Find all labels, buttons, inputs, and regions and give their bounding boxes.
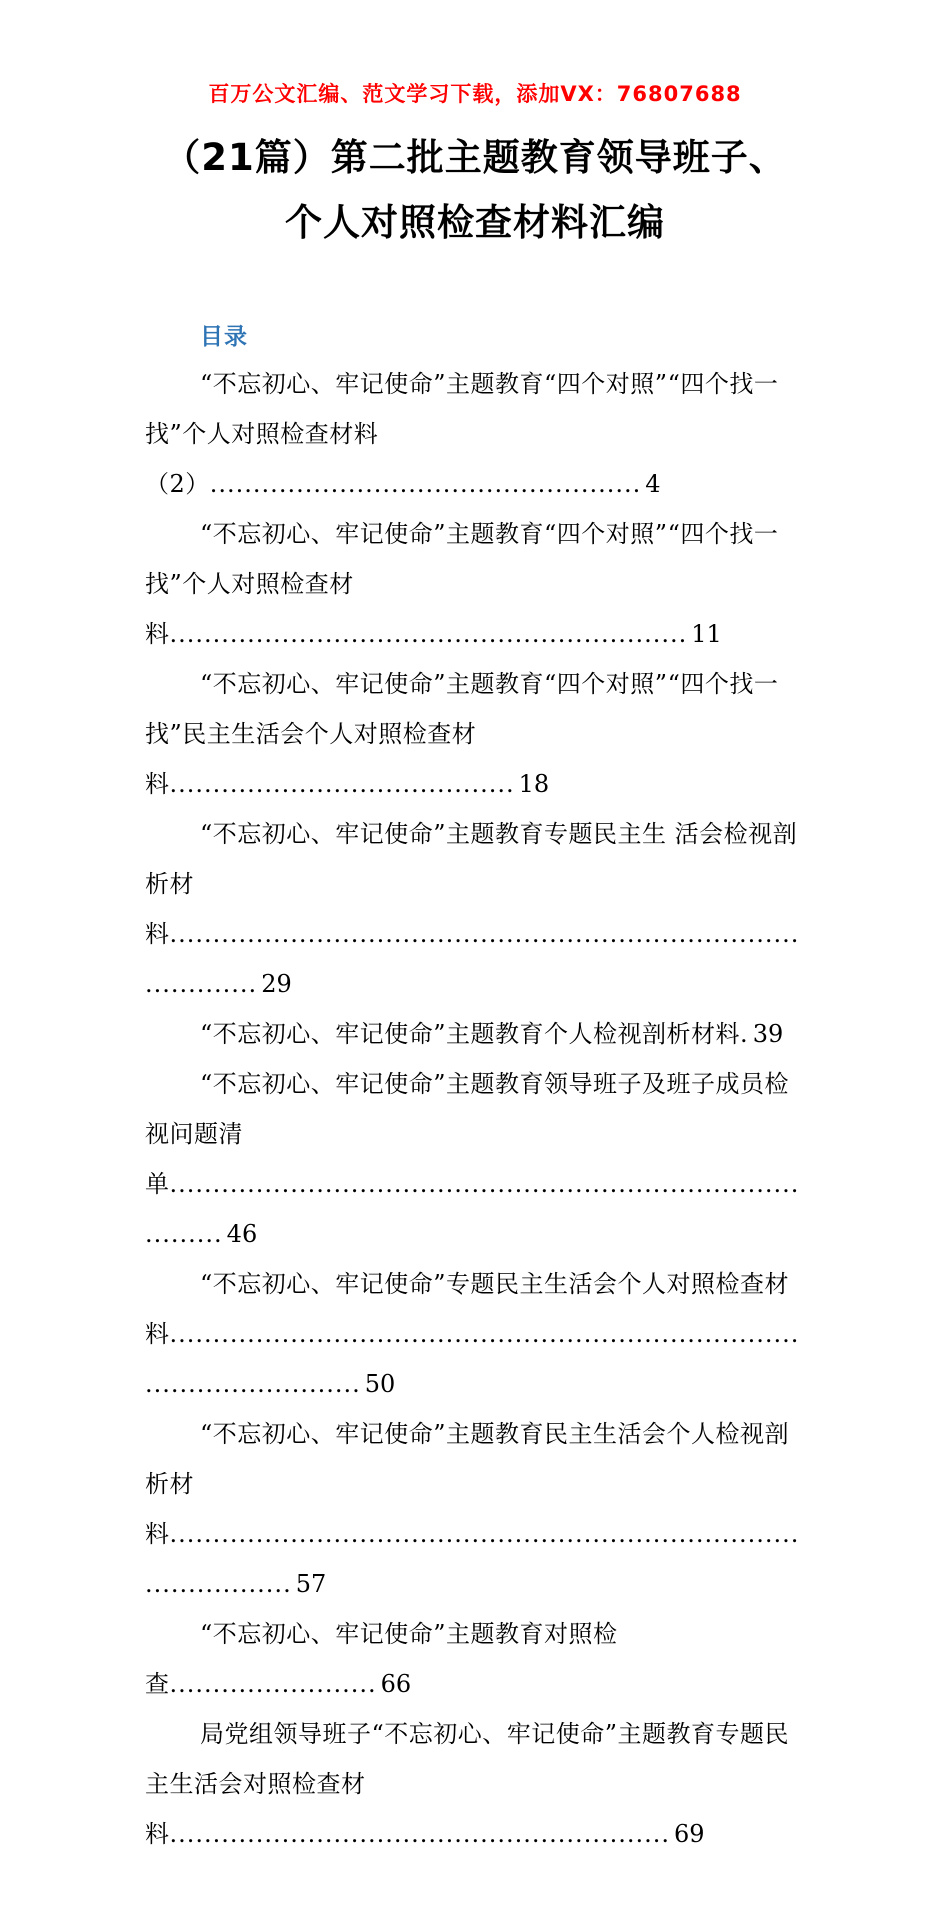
toc-leader-dots: ........................................ <box>169 769 515 798</box>
toc-entry-text: “不忘初心、牢记使命”主题教育“四个对照”“四个找一找”个人对照检查材料 <box>145 519 779 648</box>
promo-header: 百万公文汇编、范文学习下载，添加VX：76807688 <box>208 82 742 106</box>
toc-entry-text: “不忘初心、牢记使命”主题教育领导班子及班子成员检视问题清单 <box>145 1069 790 1198</box>
toc-entry-text: 局党组领导班子“不忘初心、牢记使命”主题教育专题民主生活会对照检查材料 <box>145 1719 790 1848</box>
toc-leader-dots: .......................................................... <box>169 1819 670 1848</box>
toc-entry <box>145 359 805 509</box>
toc-entry-text: “不忘初心、牢记使命”主题教育“四个对照”“四个找一找”民主生活会个人对照检查材料 <box>145 669 779 798</box>
document-title: （21篇）第二批主题教育领导班子、个人对照检查材料汇编 <box>163 136 787 244</box>
toc-entry-text: “不忘初心、牢记使命”主题教育民主生活会个人检视剖析材料 <box>145 1419 790 1548</box>
toc-leader-dots: ........................ <box>169 1669 377 1698</box>
toc-heading: 目录 <box>200 323 248 350</box>
toc-leader-dots: .................................................................................. <box>145 1169 800 1248</box>
toc-page-number: 39 <box>752 1019 784 1048</box>
toc-entry-text: “不忘初心、牢记使命”主题教育对照检查 <box>145 1619 618 1698</box>
toc-entry-text: “不忘初心、牢记使命”专题民主生活会个人对照检查材料 <box>145 1269 790 1348</box>
toc-leader-dots: ...................................................................................... <box>145 919 800 998</box>
toc-entry <box>145 509 805 659</box>
toc-leader-dots: .................................................................................................. <box>145 1319 800 1398</box>
toc-entry <box>145 809 805 1009</box>
toc-page-number: 4 <box>645 469 661 498</box>
toc-entry <box>145 1609 805 1709</box>
toc-entry-text: “不忘初心、牢记使命”主题教育个人检视剖析材料 <box>200 1019 741 1048</box>
toc-leader-dots: .......................................................................................... <box>145 1519 800 1598</box>
toc-page-number: 46 <box>226 1219 258 1248</box>
toc-entry-text: “不忘初心、牢记使命”主题教育专题民主生 活会检视剖析材料 <box>145 819 798 948</box>
toc-page-number: 66 <box>380 1669 412 1698</box>
toc-entry <box>145 1009 805 1059</box>
toc-page-number: 18 <box>518 769 550 798</box>
toc-entry <box>145 1709 805 1859</box>
toc-entry <box>145 659 805 809</box>
toc-page-number: 50 <box>364 1369 396 1398</box>
toc-page-number: 57 <box>295 1569 327 1598</box>
toc-leader-dots: ............................................................ <box>169 619 688 648</box>
toc-page-number: 11 <box>691 619 722 648</box>
toc-list <box>145 359 805 1859</box>
toc-entry <box>145 1059 805 1259</box>
toc-leader-dots: .................................................. <box>209 469 642 498</box>
toc-entry-text: “不忘初心、牢记使命”主题教育“四个对照”“四个找一找”个人对照检查材料（2） <box>145 369 779 498</box>
toc-entry <box>145 1259 805 1409</box>
toc-entry <box>145 1409 805 1609</box>
toc-leader-dots: . <box>740 1019 749 1048</box>
toc-page-number: 29 <box>261 969 292 998</box>
toc-page-number: 69 <box>673 1819 705 1848</box>
